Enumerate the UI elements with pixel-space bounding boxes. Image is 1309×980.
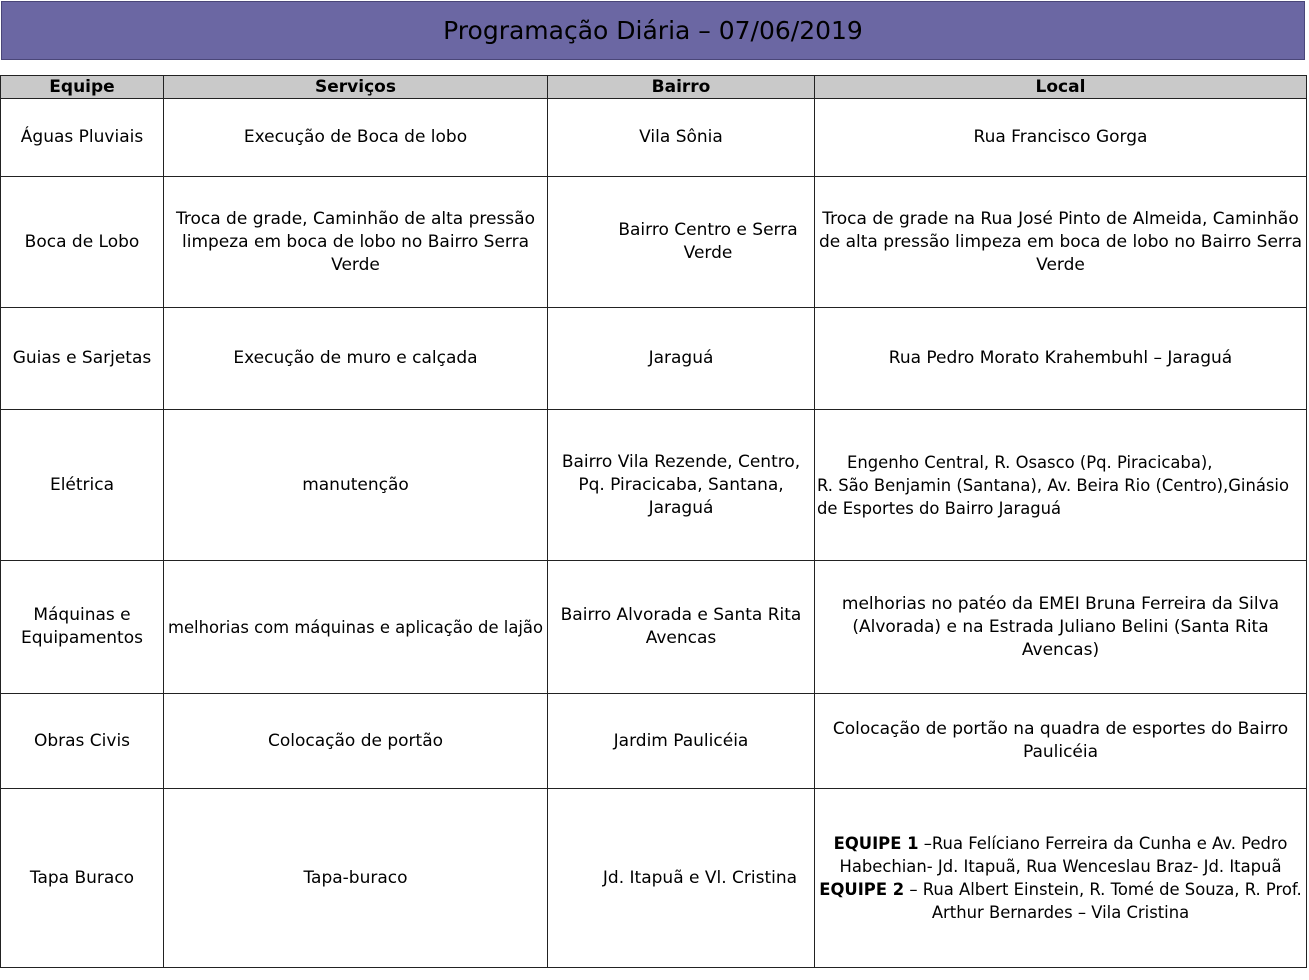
column-header-local: Local bbox=[815, 76, 1307, 99]
table-row bbox=[1, 561, 1307, 694]
cell-local: Rua Pedro Morato Krahembuhl – Jaraguá bbox=[815, 308, 1307, 410]
cell-local: Colocação de portão na quadra de esportes do Bairro Paulicéia bbox=[815, 694, 1307, 789]
cell-equipe: Elétrica bbox=[1, 410, 164, 561]
cell-bairro: Vila Sônia bbox=[548, 99, 815, 177]
table-row bbox=[1, 308, 1307, 410]
table-row bbox=[1, 410, 1307, 561]
local-line: de Esportes do Bairro Jaraguá bbox=[817, 498, 1062, 518]
cell-servicos: Tapa-buraco bbox=[164, 789, 548, 968]
table-row bbox=[1, 99, 1307, 177]
table-row bbox=[1, 694, 1307, 789]
cell-equipe: Obras Civis bbox=[1, 694, 164, 789]
cell-bairro: Bairro Vila Rezende, Centro, Pq. Piracicaba, Santana, Jaraguá bbox=[548, 410, 815, 561]
cell-local: Troca de grade na Rua José Pinto de Almeida, Caminhão de alta pressão limpeza em boca de lobo no Bairro Serra Verde bbox=[815, 177, 1307, 308]
cell-bairro: Bairro Alvorada e Santa Rita Avencas bbox=[548, 561, 815, 694]
cell-local: Rua Francisco Gorga bbox=[815, 99, 1307, 177]
table-row bbox=[1, 789, 1307, 968]
column-header-bairro: Bairro bbox=[548, 76, 815, 99]
column-header-equipe: Equipe bbox=[1, 76, 164, 99]
cell-servicos: manutenção bbox=[164, 410, 548, 561]
cell-bairro: Jaraguá bbox=[548, 308, 815, 410]
cell-equipe: Guias e Sarjetas bbox=[1, 308, 164, 410]
cell-local: melhorias no patéo da EMEI Bruna Ferreira da Silva (Alvorada) e na Estrada Juliano Belini (Santa Rita Avencas) bbox=[815, 561, 1307, 694]
cell-servicos: melhorias com máquinas e aplicação de lajão bbox=[164, 561, 548, 694]
cell-servicos: Troca de grade, Caminhão de alta pressão limpeza em boca de lobo no Bairro Serra Verde bbox=[164, 177, 548, 308]
cell-local bbox=[815, 410, 1307, 561]
cell-servicos: Execução de Boca de lobo bbox=[164, 99, 548, 177]
team-2-label: EQUIPE 2 bbox=[819, 880, 905, 899]
title-banner bbox=[1, 1, 1305, 60]
cell-equipe: Tapa Buraco bbox=[1, 789, 164, 968]
local-line: Engenho Central, R. Osasco (Pq. Piracicaba), bbox=[847, 452, 1213, 472]
cell-equipe: Máquinas e Equipamentos bbox=[1, 561, 164, 694]
schedule-table bbox=[0, 75, 1307, 968]
table-header-row bbox=[1, 76, 1307, 99]
cell-equipe: Águas Pluviais bbox=[1, 99, 164, 177]
cell-servicos: Colocação de portão bbox=[164, 694, 548, 789]
cell-servicos: Execução de muro e calçada bbox=[164, 308, 548, 410]
team-1-text: –Rua Felíciano Ferreira da Cunha e Av. Pedro Habechian- Jd. Itapuã, Rua Wenceslau Braz- Jd. Itapuã bbox=[839, 834, 1288, 876]
column-header-servicos: Serviços bbox=[164, 76, 548, 99]
team-1-label: EQUIPE 1 bbox=[833, 834, 919, 853]
cell-bairro: Jardim Paulicéia bbox=[548, 694, 815, 789]
table-row bbox=[1, 177, 1307, 308]
cell-local bbox=[815, 789, 1307, 968]
cell-bairro: Bairro Centro e Serra Verde bbox=[548, 177, 815, 308]
cell-bairro: Jd. Itapuã e Vl. Cristina bbox=[548, 789, 815, 968]
page-title: Programação Diária – 07/06/2019 bbox=[443, 16, 863, 45]
cell-equipe: Boca de Lobo bbox=[1, 177, 164, 308]
team-2-text: – Rua Albert Einstein, R. Tomé de Souza, R. Prof. Arthur Bernardes – Vila Cristina bbox=[904, 880, 1302, 922]
local-line: R. São Benjamin (Santana), Av. Beira Rio (Centro),Ginásio bbox=[817, 475, 1290, 495]
